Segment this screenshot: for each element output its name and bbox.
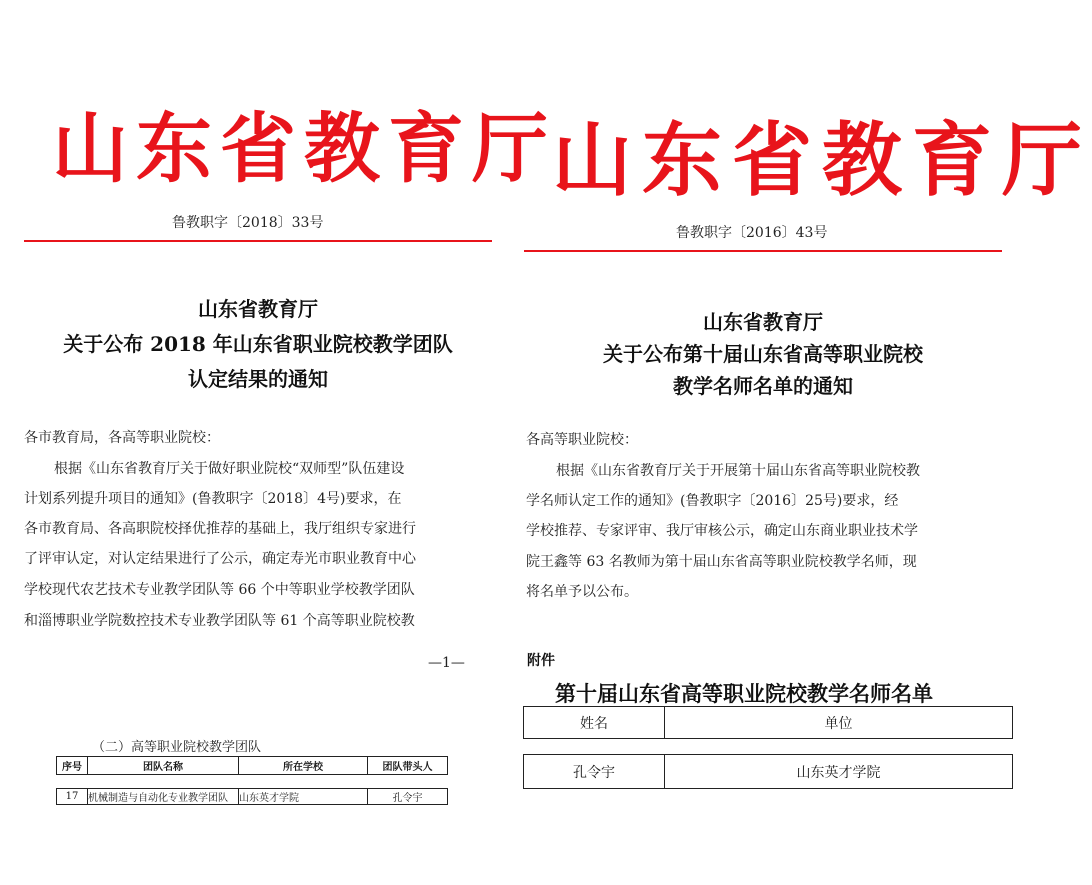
table-cell: 山东英才学院	[239, 789, 368, 805]
left-team-table	[56, 756, 448, 805]
left-body-line-1: 根据《山东省教育厅关于做好职业院校“双师型”队伍建设	[54, 461, 405, 477]
right-teacher-table	[523, 706, 1013, 789]
table-cell: 山东英才学院	[665, 755, 1013, 789]
right-salutation: 各高等职业院校：	[526, 432, 638, 448]
right-header: 山东省教育厅	[552, 113, 1092, 207]
table-header: 单位	[665, 707, 1013, 739]
right-red-rule	[524, 250, 1002, 252]
table-row	[57, 789, 448, 805]
left-body-line-3: 各市教育局、各高职院校择优推荐的基础上，我厅组织专家进行	[24, 521, 416, 537]
right-list-title: 第十届山东省高等职业院校教学名师名单	[555, 681, 933, 706]
left-section-title: （二）高等职业院校教学团队	[92, 740, 262, 755]
right-title-line-1: 山东省教育厅	[703, 310, 823, 334]
left-title-line-1: 山东省教育厅	[198, 297, 318, 321]
right-title-line-3: 教学名师名单的通知	[673, 374, 853, 398]
right-body-line-2: 学名师认定工作的通知》(鲁教职字〔2016〕25号)要求，经	[526, 493, 899, 509]
left-header: 山东省教育厅	[52, 104, 556, 193]
table-header: 姓名	[524, 707, 665, 739]
left-page-number: —1—	[428, 655, 465, 671]
right-body-line-1: 根据《山东省教育厅关于开展第十届山东省高等职业院校教	[556, 463, 920, 479]
right-attachment-label: 附件	[527, 653, 555, 669]
left-body-line-4: 了评审认定，对认定结果进行了公示，确定寿光市职业教育中心	[24, 551, 416, 567]
table-header: 团队带头人	[368, 757, 448, 775]
right-body-line-5: 将名单予以公布。	[526, 584, 638, 600]
table-cell: 孔令宇	[524, 755, 665, 789]
table-header: 所在学校	[239, 757, 368, 775]
right-title-line-2: 关于公布第十届山东省高等职业院校	[603, 342, 923, 366]
left-doc-number: 鲁教职字〔2018〕33号	[172, 215, 324, 231]
left-body-line-5: 学校现代农艺技术专业教学团队等 66 个中等职业学校教学团队	[24, 582, 415, 598]
left-body-line-6: 和淄博职业学院数控技术专业教学团队等 61 个高等职业院校教	[24, 613, 415, 629]
table-row	[524, 755, 1013, 789]
right-body-line-4: 院王鑫等 63 名教师为第十届山东省高等职业院校教学名师，现	[526, 554, 917, 570]
left-title-line-2: 关于公布 2018 年山东省职业院校教学团队	[63, 332, 453, 356]
left-title-line-3: 认定结果的通知	[188, 367, 328, 391]
table-header: 团队名称	[88, 757, 239, 775]
table-header-row	[524, 707, 1013, 739]
table-cell: 17	[57, 789, 88, 805]
right-doc-number: 鲁教职字〔2016〕43号	[676, 225, 828, 241]
right-body-line-3: 学校推荐、专家评审、我厅审核公示，确定山东商业职业技术学	[526, 523, 918, 539]
table-cell: 机械制造与自动化专业教学团队	[88, 789, 239, 805]
table-header-row	[57, 757, 448, 775]
left-salutation: 各市教育局，各高等职业院校：	[24, 430, 220, 446]
table-cell: 孔令宇	[368, 789, 448, 805]
table-header: 序号	[57, 757, 88, 775]
left-body-line-2: 计划系列提升项目的通知》(鲁教职字〔2018〕4号)要求，在	[24, 491, 402, 507]
left-red-rule	[24, 240, 492, 242]
